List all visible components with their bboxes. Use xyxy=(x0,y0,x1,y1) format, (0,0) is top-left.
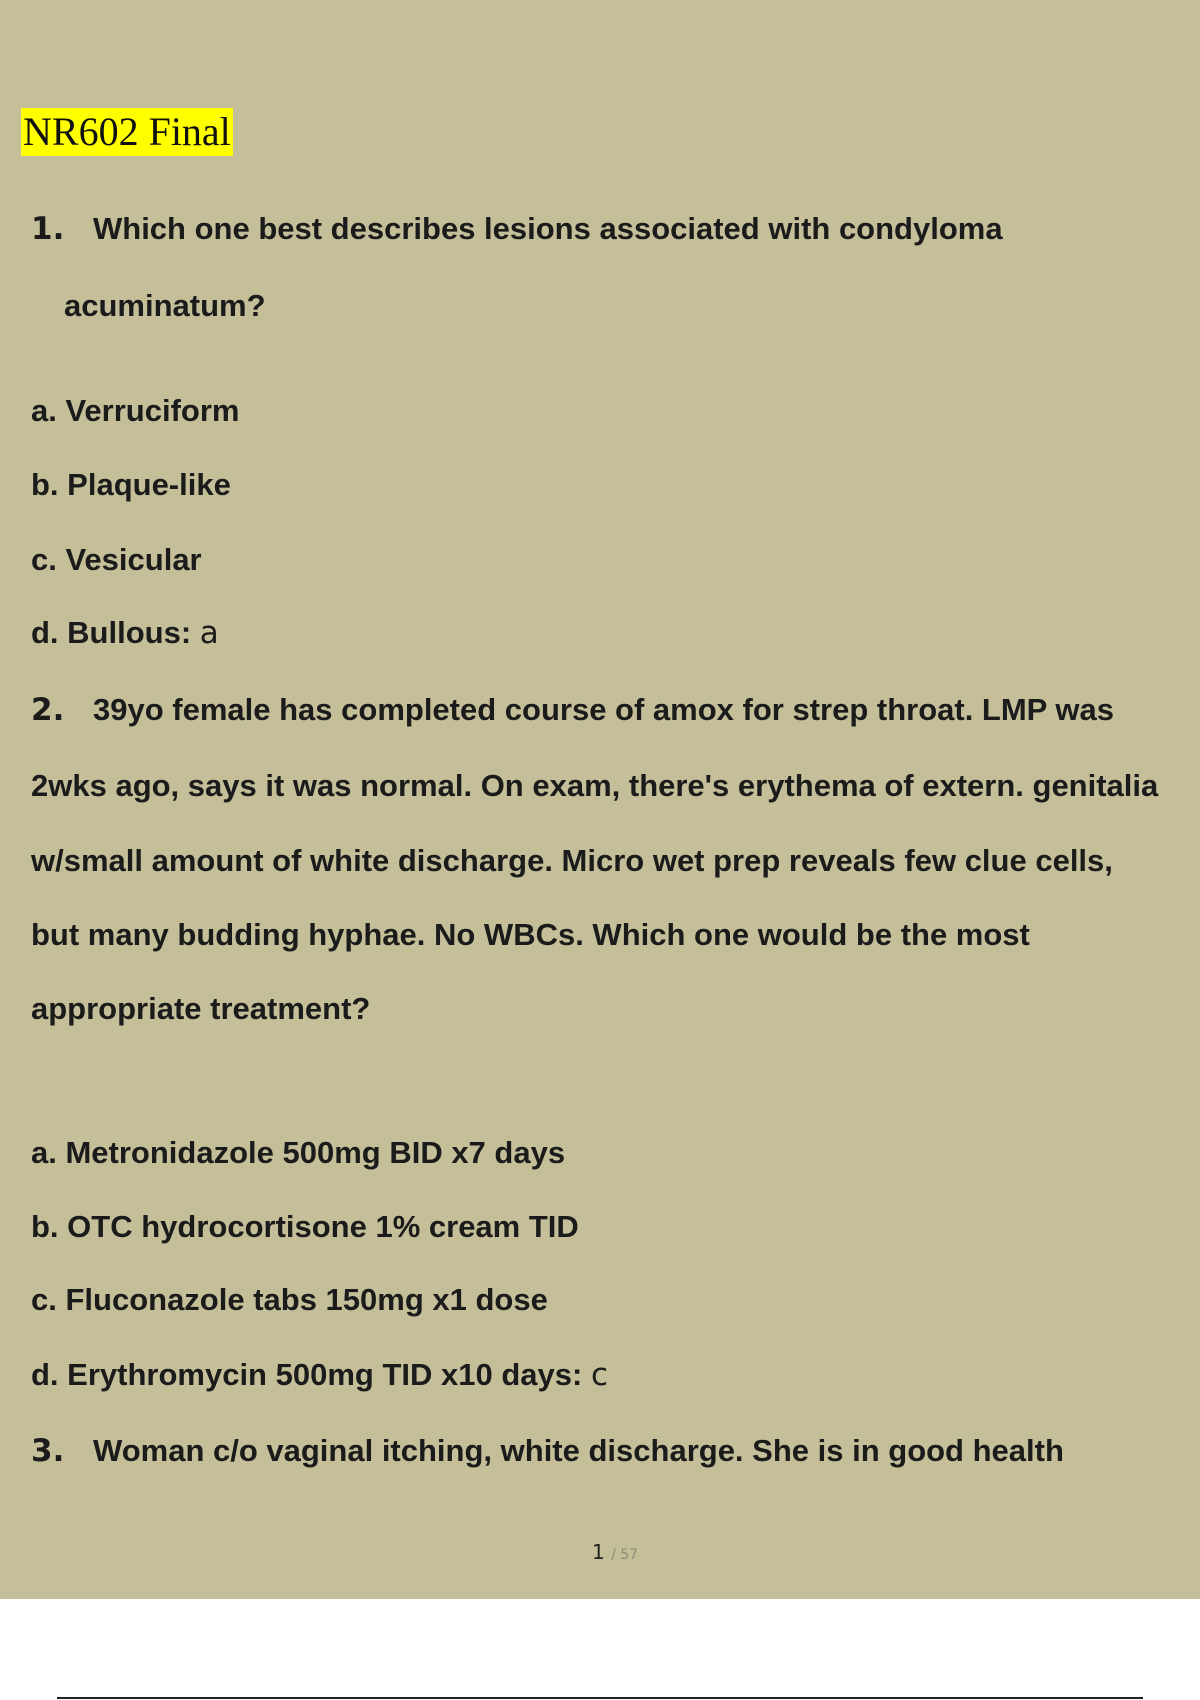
question-2-answer: c xyxy=(590,1357,608,1393)
question-1-option-d: d. Bullous: a xyxy=(31,615,219,651)
question-2-option-b: b. OTC hydrocortisone 1% cream TID xyxy=(31,1209,579,1244)
question-2-stem-line-4: but many budding hyphae. No WBCs. Which one would be the most xyxy=(31,917,1030,952)
question-2-option-d: d. Erythromycin 500mg TID x10 days: c xyxy=(31,1357,608,1393)
current-page-number: 1 xyxy=(592,1540,605,1564)
question-1-stem-line-2: acuminatum? xyxy=(64,288,266,323)
question-1-option-b: b. Plaque-like xyxy=(31,467,231,502)
question-1-stem-line-1: 1. Which one best describes lesions associated with condyloma xyxy=(31,211,1003,247)
question-1-option-c: c. Vesicular xyxy=(31,542,202,577)
question-2-option-a: a. Metronidazole 500mg BID x7 days xyxy=(31,1135,566,1170)
question-2-number: 2. xyxy=(31,692,65,728)
page-divider xyxy=(57,1697,1143,1699)
question-2-stem-line-5: appropriate treatment? xyxy=(31,991,371,1026)
question-2-option-c: c. Fluconazole tabs 150mg x1 dose xyxy=(31,1282,548,1317)
page-indicator xyxy=(592,1540,638,1564)
question-2-stem-line-2: 2wks ago, says it was normal. On exam, there's erythema of extern. genitalia xyxy=(31,768,1159,803)
question-3-stem-line-1: 3. Woman c/o vaginal itching, white discharge. She is in good health xyxy=(31,1433,1064,1469)
document-title: NR602 Final xyxy=(23,109,231,154)
question-1-option-a: a. Verruciform xyxy=(31,393,240,428)
question-2-stem-line-3: w/small amount of white discharge. Micro wet prep reveals few clue cells, xyxy=(31,843,1113,878)
question-2-stem-line-1: 2. 39yo female has completed course of amox for strep throat. LMP was xyxy=(31,692,1115,728)
question-1-answer: a xyxy=(199,615,219,651)
total-pages: / 57 xyxy=(611,1547,639,1563)
question-3-number: 3. xyxy=(31,1433,65,1469)
question-1-number: 1. xyxy=(31,211,65,247)
